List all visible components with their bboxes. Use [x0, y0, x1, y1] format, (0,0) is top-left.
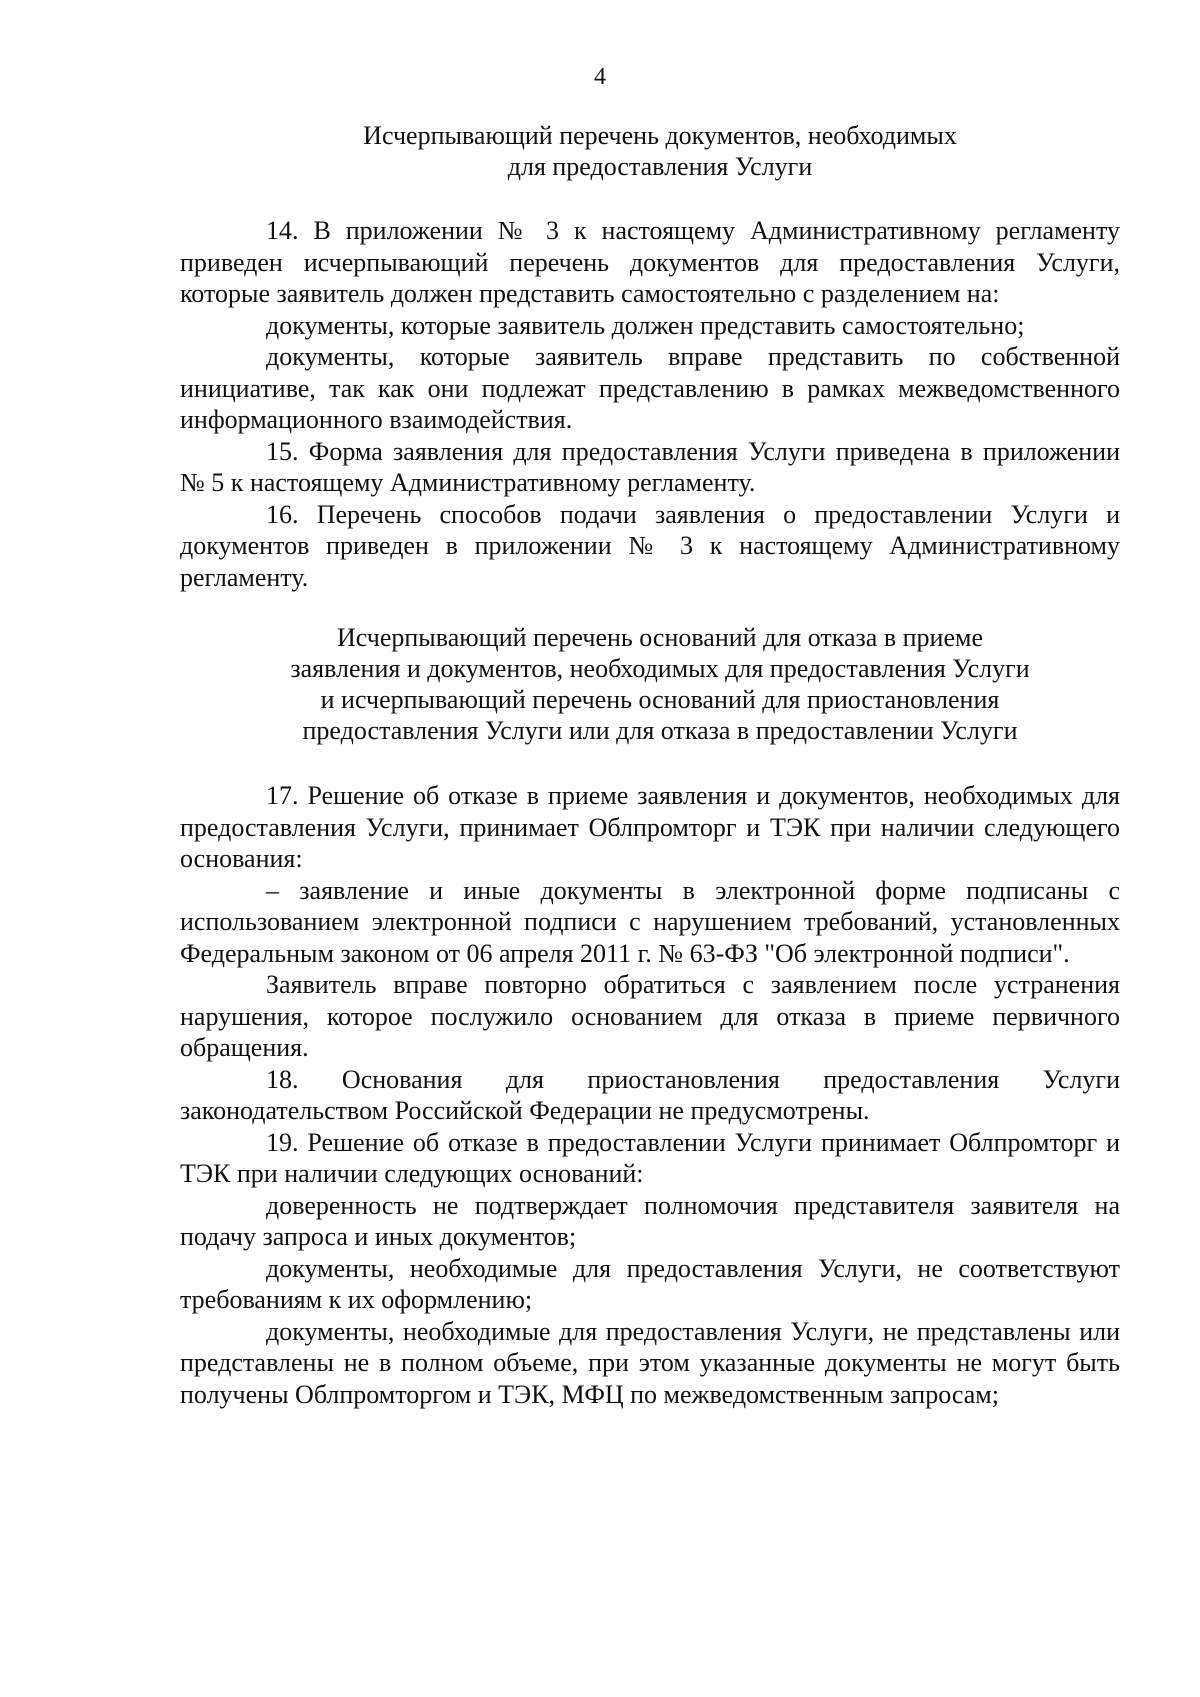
heading-line: предоставления Услуги или для отказа в предоставлении Услуги: [302, 716, 1018, 745]
list-item-power-of-attorney: доверенность не подтверждает полномочия представителя заявителя на подачу запроса и иных документов;: [180, 1190, 1120, 1251]
list-item-incomplete-documents: документы, необходимые для предоставления Услуги, не представлены или представлены не в полном объеме, при этом указанные документы не могут быть получены Облпромторгом и ТЭК, МФЦ по межведомственным запросам;: [180, 1316, 1120, 1409]
section-heading-refusal-grounds: [160, 622, 1160, 746]
heading-line: Исчерпывающий перечень оснований для отказа в приеме: [336, 623, 983, 652]
paragraph-18: 18. Основания для приостановления предоставления Услуги законодательством Российской Федерации не предусмотрены.: [180, 1064, 1120, 1125]
paragraph-17: 17. Решение об отказе в приеме заявления и документов, необходимых для предоставления Услуги, принимает Облпромторг и ТЭК при наличии следующего основания:: [180, 781, 1120, 873]
heading-line: для предоставления Услуги: [507, 152, 813, 181]
list-item-format-requirements: документы, необходимые для предоставления Услуги, не соответствуют требованиям к их оформлению;: [180, 1253, 1120, 1314]
paragraph-reapply: Заявитель вправе повторно обратиться с заявлением после устранения нарушения, которое послужило основанием для отказа в приеме первичного обращения.: [180, 970, 1120, 1062]
heading-line: Исчерпывающий перечень документов, необходимых: [363, 121, 957, 150]
paragraph-15: 15. Форма заявления для предоставления Услуги приведена в приложении № 5 к настоящему Административному регламенту.: [180, 436, 1120, 497]
section-body-refusal-grounds: [180, 780, 1120, 1410]
section-body-documents: [180, 215, 1120, 593]
page-number: 4: [594, 64, 606, 90]
list-item-own-initiative: документы, которые заявитель вправе представить по собственной инициативе, так как они подлежат представлению в рамках межведомственного информационного взаимодействия.: [180, 342, 1120, 434]
heading-line: и исчерпывающий перечень оснований для приостановления: [320, 685, 1000, 714]
paragraph-19: 19. Решение об отказе в предоставлении Услуги принимает Облпромторг и ТЭК при наличии следующих оснований:: [180, 1127, 1120, 1188]
list-item-self-submitted: документы, которые заявитель должен представить самостоятельно;: [266, 310, 1025, 340]
paragraph-16: 16. Перечень способов подачи заявления о предоставлении Услуги и документов приведен в приложении № 3 к настоящему Административному регламенту.: [180, 499, 1120, 592]
section-heading-documents: [160, 120, 1160, 182]
list-item-electronic-signature: – заявление и иные документы в электронной форме подписаны с использованием электронной подписи с нарушением требований, установленных Федеральным законом от 06 апреля 2011 г. № 63-ФЗ "Об электронной подписи".: [180, 875, 1120, 968]
heading-line: заявления и документов, необходимых для предоставления Услуги: [290, 654, 1030, 683]
paragraph-14: 14. В приложении № 3 к настоящему Административному регламенту приведен исчерпывающий перечень документов для предоставления Услуги, которые заявитель должен представить самостоятельно с разделением на:: [180, 216, 1120, 308]
